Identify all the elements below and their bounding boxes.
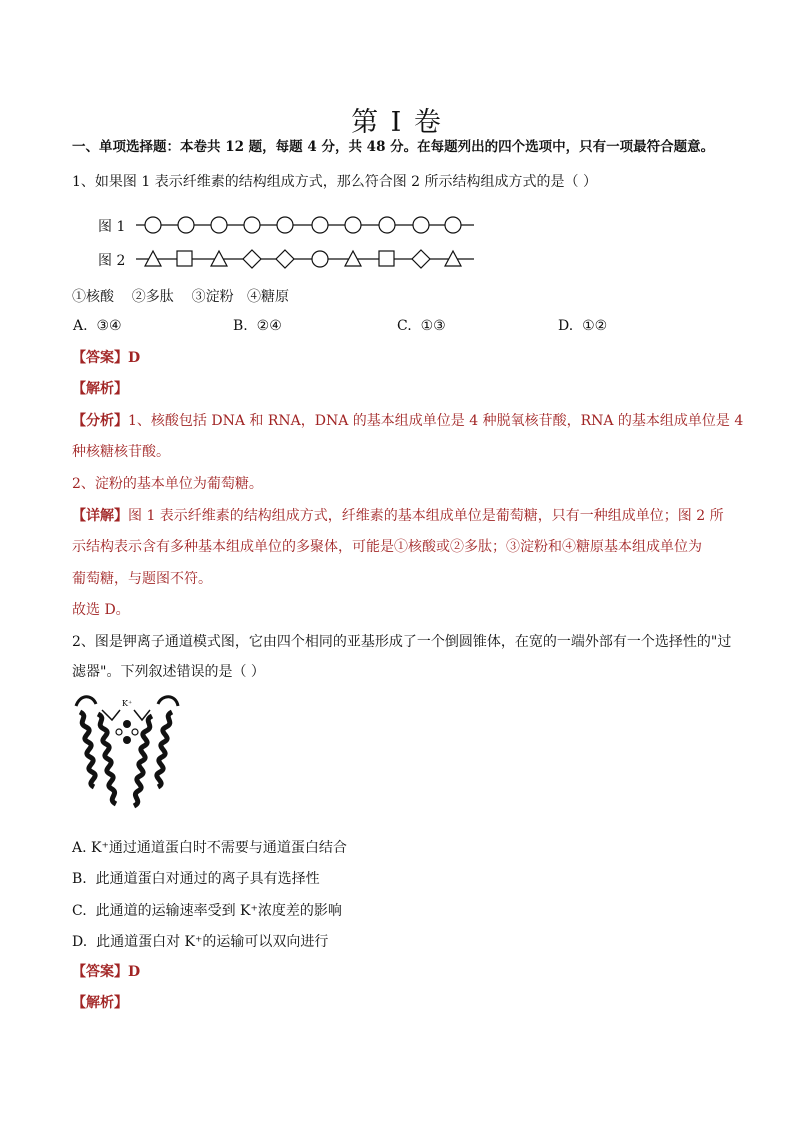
k-ion-label: K⁺ bbox=[122, 699, 133, 708]
q1-option-b: B. ②④ bbox=[233, 318, 282, 334]
q1-answer: 【答案】D bbox=[72, 350, 141, 366]
q1-analysis-title: 【解析】 bbox=[72, 381, 128, 397]
fig2-chain-diagram bbox=[136, 247, 476, 271]
fenxi-tag: 【分析】 bbox=[72, 413, 128, 429]
xiangjie-text-1: 图 1 表示纤维素的结构组成方式，纤维素的基本组成单位是葡萄糖，只有一种组成单位；图 2 所 bbox=[128, 508, 724, 524]
q1-fenxi-line2: 种核糖核苷酸。 bbox=[72, 444, 170, 460]
q2-stem-line1: 2、图是钾离子通道模式图，它由四个相同的亚基形成了一个倒圆锥体，在宽的一端外部有一个选择性的"过 bbox=[72, 634, 732, 650]
section-title: 第 I 卷 bbox=[351, 107, 443, 138]
fenxi-text-1: 1、核酸包括 DNA 和 RNA，DNA 的基本组成单位是 4 种脱氧核苷酸，RNA 的基本组成单位是 4 bbox=[128, 413, 744, 429]
q1-fenxi-line1 bbox=[72, 411, 744, 431]
q2-analysis-title: 【解析】 bbox=[72, 995, 128, 1011]
fig1-chain-diagram bbox=[136, 213, 476, 237]
q1-xiangjie-line2: 示结构表示含有多种基本组成单位的多聚体，可能是①核酸或②多肽；③淀粉和④糖原基本组成单位为 bbox=[72, 539, 702, 555]
q1-stem: 1、如果图 1 表示纤维素的结构组成方式，那么符合图 2 所示结构组成方式的是（ ） bbox=[72, 174, 597, 190]
fig1-label: 图 1 bbox=[98, 219, 126, 235]
q1-option-d: D. ①② bbox=[558, 318, 608, 334]
q1-items: ①核酸 ②多肽 ③淀粉 ④糖原 bbox=[72, 289, 289, 305]
q1-xiangjie-line3: 葡萄糖，与题图不符。 bbox=[72, 571, 212, 587]
section-instruction: 一、单项选择题：本卷共 12 题，每题 4 分，共 48 分。在每题列出的四个选项中，只有一项最符合题意。 bbox=[72, 139, 715, 155]
q2-option-d: D. 此通道蛋白对 K⁺的运输可以双向进行 bbox=[72, 934, 329, 950]
q1-option-a: A. ③④ bbox=[73, 318, 122, 334]
q1-xiangjie-line1 bbox=[72, 506, 732, 526]
q2-option-c: C. 此通道的运输速率受到 K⁺浓度差的影响 bbox=[72, 903, 342, 919]
q2-option-a: A. K⁺通过通道蛋白时不需要与通道蛋白结合 bbox=[72, 840, 347, 856]
potassium-channel-figure bbox=[72, 692, 182, 822]
q2-option-b: B. 此通道蛋白对通过的离子具有选择性 bbox=[72, 871, 320, 887]
q2-stem-line2: 滤器"。下列叙述错误的是（ ） bbox=[72, 664, 265, 680]
q2-answer: 【答案】D bbox=[72, 964, 141, 980]
fig2-label: 图 2 bbox=[98, 253, 126, 269]
q1-fenxi-line3: 2、淀粉的基本单位为葡萄糖。 bbox=[72, 476, 263, 492]
q1-conclusion: 故选 D。 bbox=[72, 602, 130, 618]
xiangjie-tag: 【详解】 bbox=[72, 508, 128, 524]
q1-option-c: C. ①③ bbox=[397, 318, 446, 334]
